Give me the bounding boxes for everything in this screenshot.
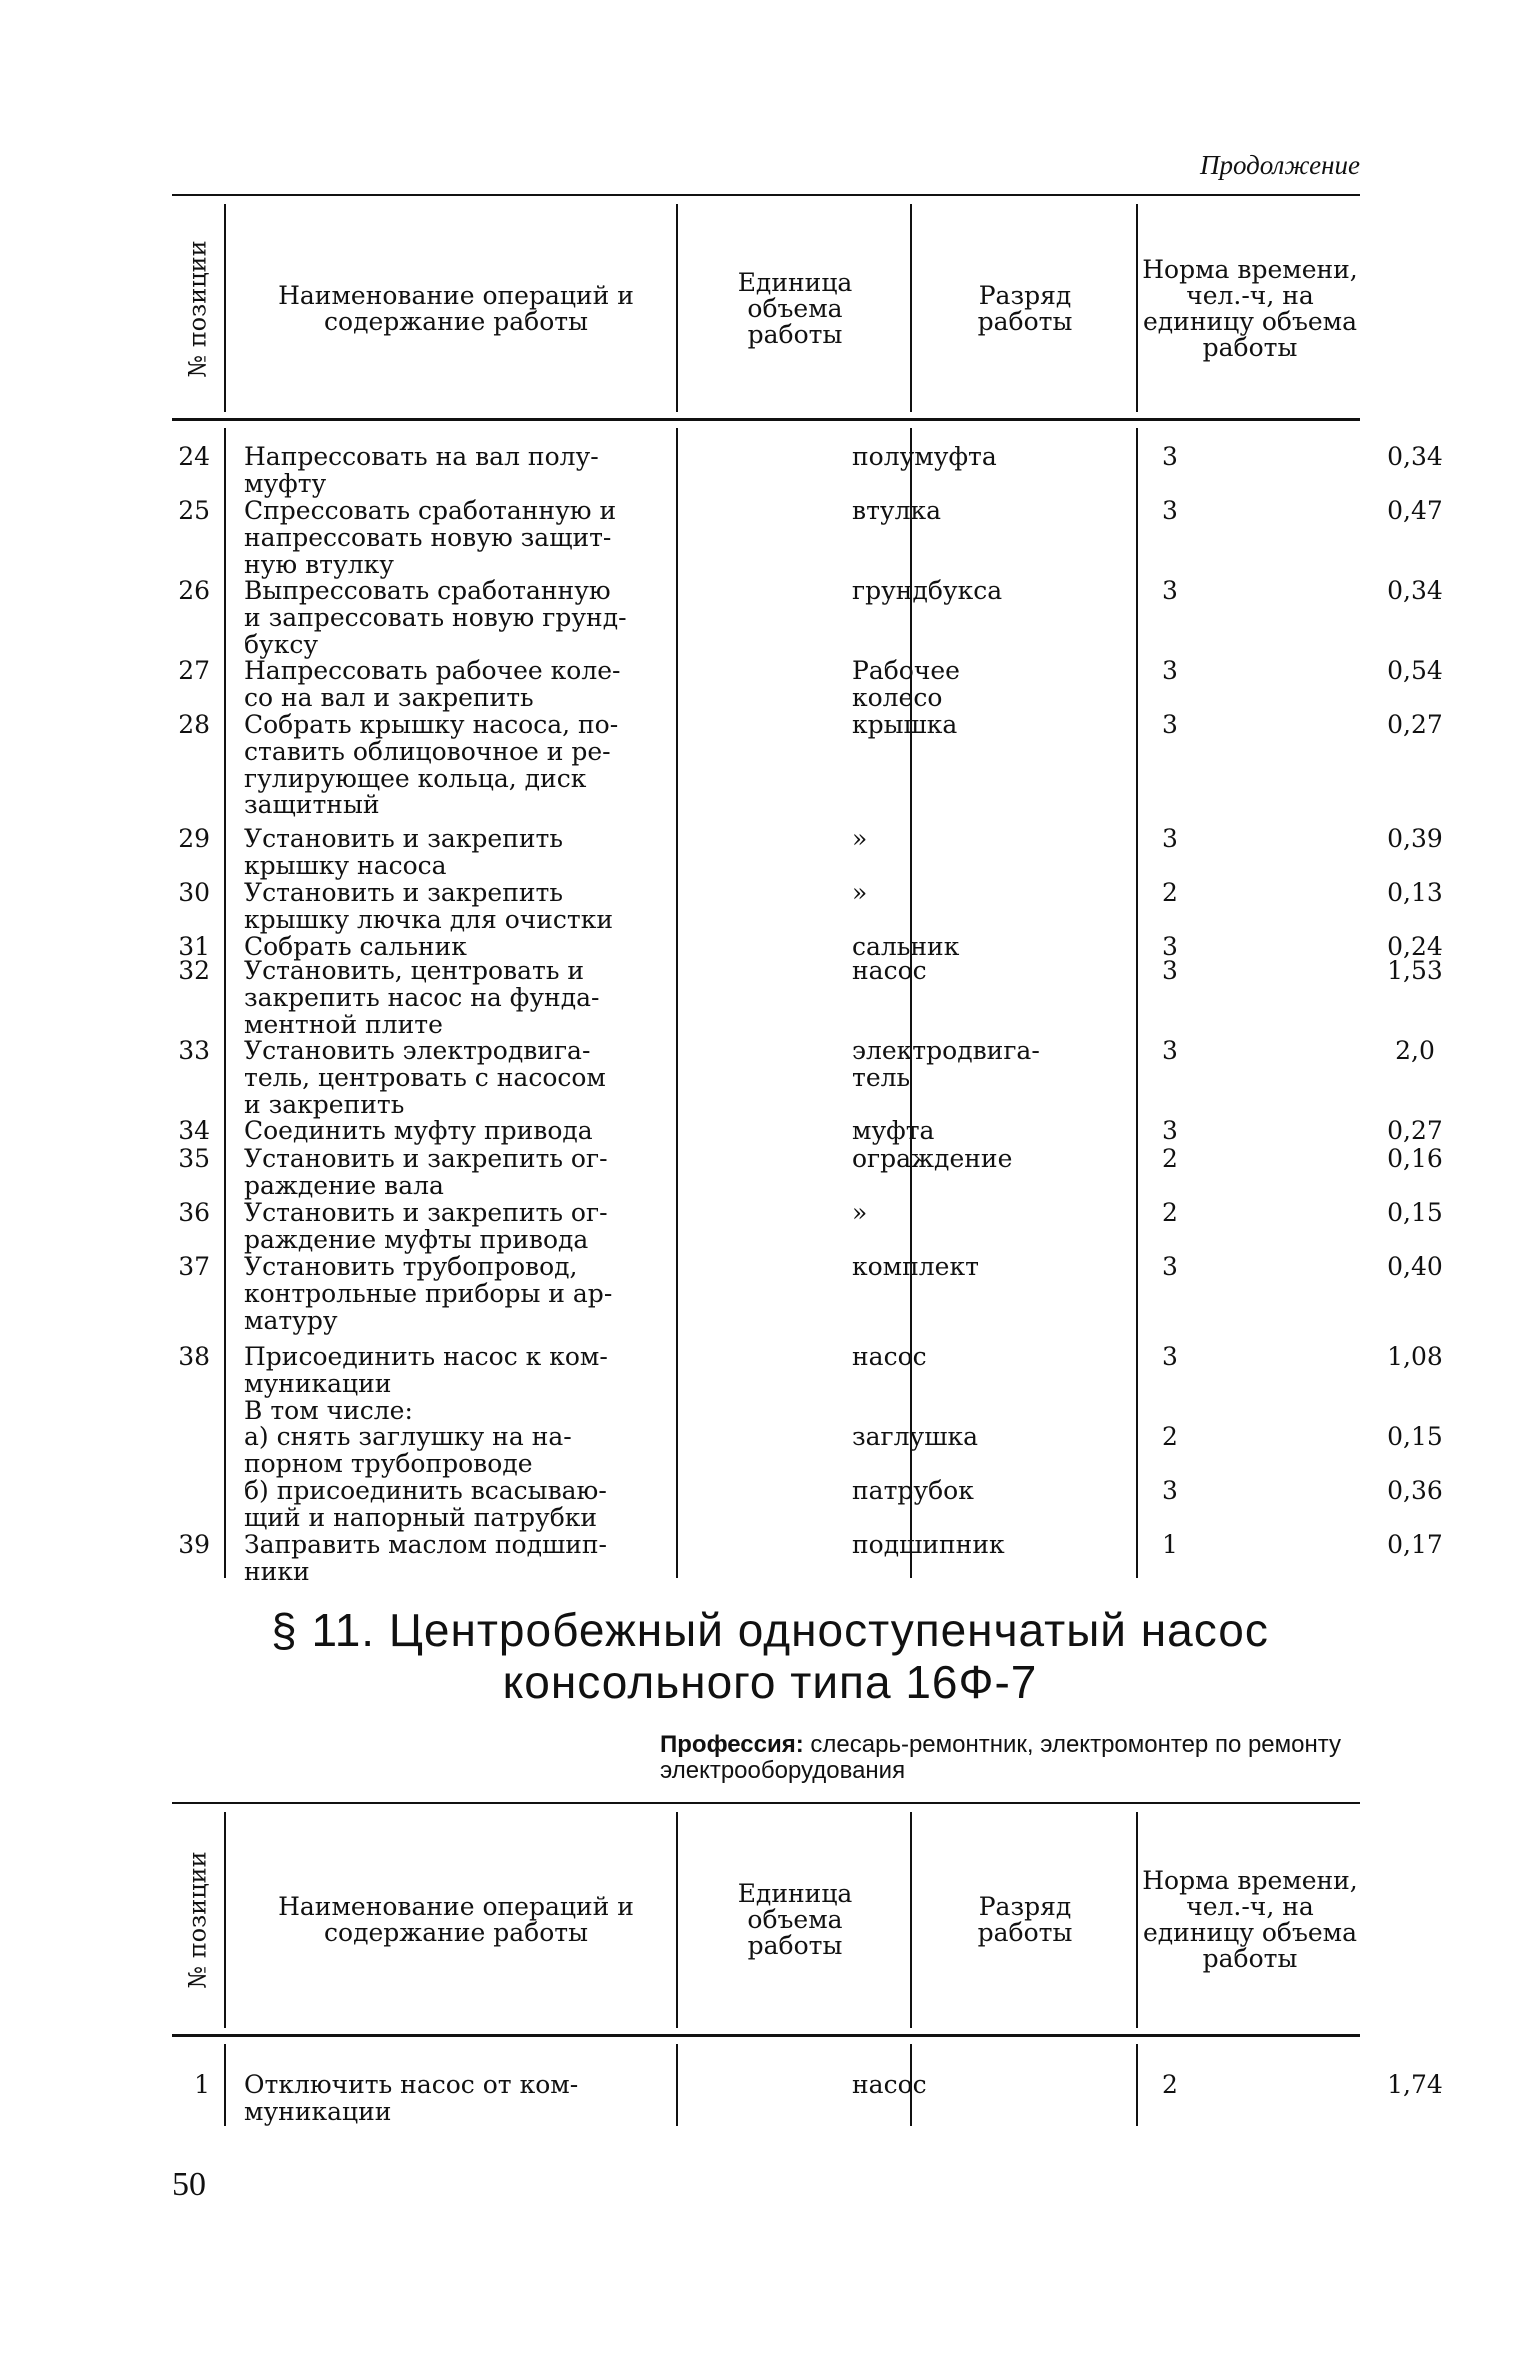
row-norm: 0,40: [1387, 1252, 1443, 1281]
col-divider: [224, 204, 226, 412]
row-operation: Установить, центровать и закрепить насос на фунда- ментной плите: [244, 956, 600, 1039]
row-norm: 0,27: [1387, 1116, 1443, 1145]
header-position: № позиции: [184, 240, 213, 378]
row-operation: а) снять заглушку на на- порном трубопроводе: [244, 1422, 572, 1478]
row-number: 27: [178, 656, 210, 685]
header-unit: Единица объема работы: [737, 268, 853, 349]
col-divider: [676, 204, 678, 412]
row-unit: крышка: [852, 710, 958, 739]
row-number: 25: [178, 496, 210, 525]
row-operation: Выпрессовать сработанную и запрессовать новую грунд- буксу: [244, 576, 627, 659]
row-unit: ограждение: [852, 1144, 1013, 1173]
row-unit: подшипник: [852, 1530, 1005, 1559]
header-name: Наименование операций и содержание работы: [278, 281, 634, 336]
col-divider: [224, 2044, 226, 2126]
row-number: 33: [178, 1036, 210, 1065]
row-norm: 0,34: [1387, 442, 1443, 471]
header-unit: Единица объема работы: [737, 1879, 853, 1960]
row-norm: 0,15: [1387, 1198, 1443, 1227]
row-norm: 1,74: [1387, 2070, 1443, 2099]
row-number: 28: [178, 710, 210, 739]
header-name: Наименование операций и содержание работы: [278, 1892, 634, 1947]
row-unit: сальник: [852, 932, 960, 961]
row-norm: 1,53: [1387, 956, 1443, 985]
row-operation: Напрессовать на вал полу- муфту: [244, 442, 599, 498]
row-grade: 2: [1162, 1422, 1178, 1451]
row-grade: 2: [1162, 1198, 1178, 1227]
row-grade: 3: [1162, 656, 1178, 685]
row-unit: электродвига- тель: [852, 1036, 1040, 1092]
row-unit: »: [852, 878, 868, 907]
col-divider: [1136, 204, 1138, 412]
row-grade: 3: [1162, 932, 1178, 961]
row-number: 31: [178, 932, 210, 961]
row-operation: Спрессовать сработанную и напрессовать новую защит- ную втулку: [244, 496, 617, 579]
row-grade: 3: [1162, 1036, 1178, 1065]
row-norm: 0,16: [1387, 1144, 1443, 1173]
row-unit: Рабочее колесо: [852, 656, 960, 712]
row-grade: 2: [1162, 1144, 1178, 1173]
row-unit: насос: [852, 2070, 927, 2099]
row-grade: 3: [1162, 824, 1178, 853]
header-norm: Норма времени, чел.-ч, на единицу объема работы: [1142, 255, 1358, 362]
row-norm: 0,17: [1387, 1530, 1443, 1559]
table-2-header-rule: [172, 2034, 1360, 2037]
row-grade: 3: [1162, 1116, 1178, 1145]
row-norm: 0,54: [1387, 656, 1443, 685]
col-divider: [1136, 1812, 1138, 2028]
row-number: 38: [178, 1342, 210, 1371]
row-operation: Напрессовать рабочее коле- со на вал и закрепить: [244, 656, 621, 712]
section-title: [200, 1604, 1340, 1708]
row-unit: полумуфта: [852, 442, 997, 471]
row-operation: Собрать крышку насоса, по- ставить облицовочное и ре- гулирующее кольца, диск защитный: [244, 710, 619, 820]
row-number: 39: [178, 1530, 210, 1559]
table-1-header-rule: [172, 418, 1360, 421]
row-grade: 3: [1162, 1342, 1178, 1371]
row-number: 24: [178, 442, 210, 471]
table-1-top-rule: [172, 194, 1360, 196]
row-operation: б) присоединить всасываю- щий и напорный патрубки: [244, 1476, 607, 1532]
row-operation: Установить и закрепить ог- раждение муфты привода: [244, 1198, 608, 1254]
profession-text: слесарь-ремонтник, электромонтер по ремонту электрооборудования: [660, 1731, 1342, 1784]
row-norm: 0,13: [1387, 878, 1443, 907]
profession-label: Профессия:: [660, 1731, 804, 1758]
row-operation: Отключить насос от ком- муникации: [244, 2070, 579, 2126]
row-unit: »: [852, 1198, 868, 1227]
row-operation: Соединить муфту привода: [244, 1116, 593, 1145]
row-unit: комплект: [852, 1252, 979, 1281]
row-operation: Установить электродвига- тель, центровать с насосом и закрепить: [244, 1036, 606, 1119]
row-unit: »: [852, 824, 868, 853]
row-operation: Собрать сальник: [244, 932, 467, 961]
row-operation: Установить и закрепить крышку лючка для очистки: [244, 878, 614, 934]
header-norm: Норма времени, чел.-ч, на единицу объема работы: [1142, 1866, 1358, 1973]
row-number: 1: [194, 2070, 210, 2099]
header-grade: Разряд работы: [977, 1892, 1073, 1947]
row-grade: 2: [1162, 878, 1178, 907]
col-divider: [676, 1812, 678, 2028]
row-norm: 0,27: [1387, 710, 1443, 739]
row-number: 29: [178, 824, 210, 853]
row-norm: 0,39: [1387, 824, 1443, 853]
row-number: 26: [178, 576, 210, 605]
table-2-top-rule: [172, 1802, 1360, 1804]
row-norm: 0,24: [1387, 932, 1443, 961]
row-number: 32: [178, 956, 210, 985]
header-position: № позиции: [184, 1851, 213, 1989]
row-operation: Установить и закрепить ог- раждение вала: [244, 1144, 608, 1200]
col-divider: [224, 1812, 226, 2028]
row-norm: 0,36: [1387, 1476, 1443, 1505]
row-grade: 3: [1162, 442, 1178, 471]
row-norm: 0,47: [1387, 496, 1443, 525]
col-divider: [910, 204, 912, 412]
row-grade: 3: [1162, 956, 1178, 985]
row-unit: грундбукса: [852, 576, 1003, 605]
row-operation: Присоединить насос к ком- муникации В том числе:: [244, 1342, 608, 1425]
page-number: 50: [172, 2166, 206, 2203]
row-grade: 3: [1162, 1252, 1178, 1281]
col-divider: [224, 428, 226, 1578]
row-number: 30: [178, 878, 210, 907]
row-norm: 0,34: [1387, 576, 1443, 605]
row-norm: 0,15: [1387, 1422, 1443, 1451]
row-grade: 3: [1162, 710, 1178, 739]
row-unit: втулка: [852, 496, 942, 525]
row-number: 37: [178, 1252, 210, 1281]
row-number: 35: [178, 1144, 210, 1173]
row-unit: патрубок: [852, 1476, 974, 1505]
section-title-line-2: консольного типа 16Ф-7: [502, 1656, 1038, 1708]
row-operation: Установить и закрепить крышку насоса: [244, 824, 563, 880]
section-title-line-1: § 11. Центробежный одноступенчатый насос: [271, 1604, 1269, 1656]
row-number: 34: [178, 1116, 210, 1145]
row-operation: Установить трубопровод, контрольные приборы и ар- матуру: [244, 1252, 613, 1335]
row-unit: насос: [852, 1342, 927, 1371]
profession: [660, 1732, 1360, 1784]
row-grade: 1: [1162, 1530, 1178, 1559]
row-norm: 2,0: [1395, 1036, 1435, 1065]
row-operation: Заправить маслом подшип- ники: [244, 1530, 607, 1586]
row-unit: насос: [852, 956, 927, 985]
row-grade: 3: [1162, 576, 1178, 605]
row-grade: 3: [1162, 1476, 1178, 1505]
row-unit: муфта: [852, 1116, 935, 1145]
row-unit: заглушка: [852, 1422, 979, 1451]
continuation-label: Продолжение: [1199, 150, 1360, 180]
header-grade: Разряд работы: [977, 281, 1073, 336]
col-divider: [910, 1812, 912, 2028]
row-number: 36: [178, 1198, 210, 1227]
row-norm: 1,08: [1387, 1342, 1443, 1371]
row-grade: 2: [1162, 2070, 1178, 2099]
row-grade: 3: [1162, 496, 1178, 525]
